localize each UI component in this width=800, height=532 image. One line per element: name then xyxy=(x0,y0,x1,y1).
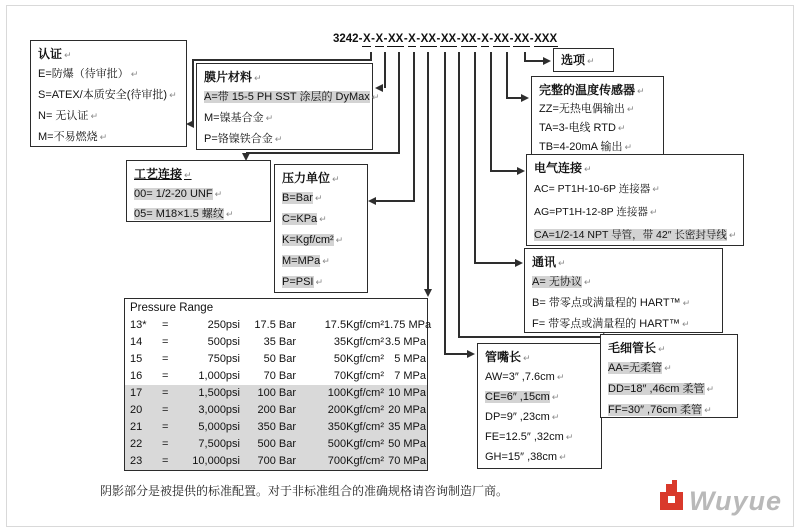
pressure-table-cell: 5,000psi xyxy=(198,421,240,433)
arrowhead xyxy=(186,120,194,128)
pressure-table-cell: 35 Bar xyxy=(263,336,296,348)
box-capillary-length xyxy=(600,334,738,418)
pressure-table-cell: 50 MPa xyxy=(388,438,426,450)
arrowhead xyxy=(543,57,551,65)
pressure-table-cell: = xyxy=(162,319,169,331)
connector-line xyxy=(444,353,468,355)
box-title: 电气连接 ↵ xyxy=(534,161,592,175)
option-item: CA=1/2-14 NPT 导管，带 42″ 长密封导线 ↵ xyxy=(534,229,737,241)
arrowhead xyxy=(521,94,529,102)
arrowhead xyxy=(424,289,432,297)
option-item: TB=4-20mA 输出 ↵ xyxy=(539,141,632,153)
pressure-table-row xyxy=(125,402,427,419)
option-item: AG=PT1H-12-8P 连接器 ↵ xyxy=(534,206,658,218)
pressure-table-cell: 20 MPa xyxy=(388,404,426,416)
option-item: N= 无认证 ↵ xyxy=(38,110,98,122)
option-item: ZZ=无热电偶输出 ↵ xyxy=(539,103,635,115)
pressure-table-cell: = xyxy=(162,336,169,348)
pressure-table-cell: 5 MPa xyxy=(394,353,426,365)
pressure-table-cell: 15 xyxy=(130,353,143,365)
pressure-table-cell: 70 Bar xyxy=(263,370,296,382)
option-item: S=ATEX/本质安全(待审批) ↵ xyxy=(38,89,177,101)
pressure-table-row xyxy=(125,436,427,453)
pressure-table-cell: = xyxy=(162,387,169,399)
connector-line xyxy=(398,52,400,154)
pressure-table-cell: 50 Bar xyxy=(263,353,296,365)
pressure-table-cell: = xyxy=(162,404,169,416)
box-title: 选项 ↵ xyxy=(561,53,595,67)
option-item: 00= 1/2-20 UNF ↵ xyxy=(134,188,223,200)
arrowhead xyxy=(375,84,383,92)
option-item: K=Kgf/cm² ↵ xyxy=(282,234,344,246)
pressure-table-cell: 200 Bar xyxy=(257,404,296,416)
pressure-table-cell: 22 xyxy=(130,438,143,450)
pressure-table-cell: 500psi xyxy=(207,336,240,348)
pressure-table-row xyxy=(125,385,427,402)
box-title: 认证 ↵ xyxy=(38,47,72,61)
pressure-table-cell: 200Kgf/cm² xyxy=(327,404,384,416)
option-item: AC= PT1H-10-6P 连接器 ↵ xyxy=(534,183,660,195)
option-item: M=MPa ↵ xyxy=(282,255,330,267)
option-item: TA=3-电线 RTD ↵ xyxy=(539,122,626,134)
box-diaphragm-material xyxy=(196,63,380,150)
connector-line xyxy=(506,52,508,99)
box-nozzle-length xyxy=(477,343,602,469)
pressure-table-row xyxy=(125,453,427,470)
pressure-table-cell: 1,500psi xyxy=(198,387,240,399)
option-item: FE=12.5″ ,32cm ↵ xyxy=(485,431,574,443)
connector-line xyxy=(490,170,520,172)
connector-line xyxy=(474,262,518,264)
pressure-range-rows xyxy=(125,317,432,470)
option-item: DP=9″ ,23cm ↵ xyxy=(485,411,560,423)
option-item: A=带 15-5 PH SST 涂层的 DyMax ↵ xyxy=(204,91,380,103)
pressure-table-row xyxy=(125,317,432,334)
box-title: 毛细管长 ↵ xyxy=(608,341,666,355)
pressure-table-row xyxy=(125,419,427,436)
option-item: E=防爆（待审批） ↵ xyxy=(38,68,139,80)
pressure-table-cell: 100Kgf/cm² xyxy=(327,387,384,399)
pressure-table-cell: = xyxy=(162,370,169,382)
pressure-table-cell: 23 xyxy=(130,455,143,467)
option-item: P=铬镍铁合金 ↵ xyxy=(204,133,283,145)
pressure-table-cell: 1,000psi xyxy=(198,370,240,382)
pressure-table-cell: 750psi xyxy=(207,353,240,365)
pressure-table-cell: 17.5Kgf/cm² xyxy=(324,319,384,331)
pressure-table-cell: 350 Bar xyxy=(257,421,296,433)
pressure-table-cell: 350Kgf/cm² xyxy=(327,421,384,433)
pressure-table-cell: 1.75 MPa xyxy=(384,319,432,331)
pressure-table-cell: 7,500psi xyxy=(198,438,240,450)
option-item: C=KPa ↵ xyxy=(282,213,327,225)
pressure-table-cell: 10 MPa xyxy=(388,387,426,399)
pressure-table-cell: 3,000psi xyxy=(198,404,240,416)
option-item: F= 带零点或满量程的 HART™ ↵ xyxy=(532,318,690,330)
pressure-table-cell: 13* xyxy=(130,319,147,331)
pressure-table-cell: 3.5 MPa xyxy=(385,336,426,348)
option-item: M=不易燃烧 ↵ xyxy=(38,131,108,143)
option-item: M=镍基合金 ↵ xyxy=(204,112,274,124)
connector-line xyxy=(490,52,492,172)
pressure-table-cell: 10,000psi xyxy=(192,455,240,467)
pressure-table-cell: 21 xyxy=(130,421,143,433)
connector-line xyxy=(413,52,415,202)
arrowhead xyxy=(467,350,475,358)
box-title: 膜片材料 ↵ xyxy=(204,70,262,84)
pressure-range-table xyxy=(124,298,432,471)
connector-line xyxy=(192,59,372,61)
option-item: B=Bar ↵ xyxy=(282,192,323,204)
pressure-table-cell: 35Kgf/cm² xyxy=(333,336,384,348)
wuyue-logo-icon xyxy=(658,480,685,516)
pressure-table-cell: 250psi xyxy=(207,319,240,331)
pressure-table-cell: 7 MPa xyxy=(394,370,426,382)
option-item: P=PSI ↵ xyxy=(282,276,324,288)
connector-line xyxy=(192,59,194,124)
connector-line xyxy=(458,52,460,338)
pressure-table-cell: 17.5 Bar xyxy=(254,319,296,331)
arrowhead xyxy=(517,167,525,175)
pressure-table-cell: = xyxy=(162,455,169,467)
pressure-table-cell: 700Kgf/cm² xyxy=(327,455,384,467)
option-item: DD=18″ ,46cm 柔管 ↵ xyxy=(608,383,715,395)
box-electrical-connection xyxy=(526,154,744,246)
pressure-table-row xyxy=(125,351,427,368)
box-process-connection xyxy=(126,160,271,222)
box-communication xyxy=(524,248,723,333)
option-item: CE=6″ ,15cm ↵ xyxy=(485,391,560,403)
pressure-table-cell: 700 Bar xyxy=(257,455,296,467)
pressure-range-title: Pressure Range xyxy=(130,302,214,314)
option-item: GH=15″ ,38cm ↵ xyxy=(485,451,567,463)
pressure-table-row xyxy=(125,334,427,351)
pressure-table-cell: = xyxy=(162,353,169,365)
box-pressure-unit xyxy=(274,164,368,293)
connector-line xyxy=(444,52,446,355)
box-title: 完整的温度传感器 ↵ xyxy=(539,83,645,97)
arrowhead xyxy=(515,259,523,267)
option-item: FF=30″ ,76cm 柔管 ↵ xyxy=(608,404,712,416)
option-item: A= 无协议 ↵ xyxy=(532,276,592,288)
connector-line xyxy=(384,52,386,88)
pressure-table-cell: 17 xyxy=(130,387,143,399)
pressure-table-cell: = xyxy=(162,421,169,433)
pressure-table-cell: 50Kgf/cm² xyxy=(333,353,384,365)
connector-line xyxy=(458,336,606,338)
option-item: 05= M18×1.5 螺纹 ↵ xyxy=(134,208,234,220)
wuyue-logo xyxy=(658,480,782,516)
pressure-table-cell: 14 xyxy=(130,336,143,348)
box-temperature-sensor xyxy=(531,76,664,155)
box-certification xyxy=(30,40,187,147)
connector-line xyxy=(474,52,476,264)
pressure-table-cell: 16 xyxy=(130,370,143,382)
pressure-table-cell: 100 Bar xyxy=(257,387,296,399)
option-item: AW=3″ ,7.6cm ↵ xyxy=(485,371,565,383)
box-title: 压力单位 ↵ xyxy=(282,171,340,185)
pressure-table-cell: 20 xyxy=(130,404,143,416)
pressure-table-cell: 70Kgf/cm² xyxy=(333,370,384,382)
box-title: 通讯 ↵ xyxy=(532,255,566,269)
option-item: AA=无柔管 ↵ xyxy=(608,362,672,374)
arrowhead xyxy=(368,197,376,205)
pressure-table-cell: 500Kgf/cm² xyxy=(327,438,384,450)
option-item: B= 带零点或满量程的 HART™ ↵ xyxy=(532,297,691,309)
pressure-table-cell: = xyxy=(162,438,169,450)
pressure-table-cell: 500 Bar xyxy=(257,438,296,450)
box-title: 工艺连接 ↵ xyxy=(134,167,192,181)
connector-line xyxy=(427,52,429,290)
pressure-table-cell: 35 MPa xyxy=(388,421,426,433)
pressure-table-cell: 70 MPa xyxy=(388,455,426,467)
pressure-table-row xyxy=(125,368,427,385)
connector-line xyxy=(246,152,400,154)
box-title: 管嘴长 ↵ xyxy=(485,350,531,364)
wuyue-logo-text: Wuyue xyxy=(689,486,783,516)
connector-line xyxy=(372,200,415,202)
footer-note: 阴影部分是被提供的标准配置。对于非标准组合的准确规格请咨询制造厂商。 xyxy=(100,484,509,498)
box-options xyxy=(553,48,614,72)
model-number: 3242-X-X-XX-X-XX-XX-XX-X-XX-XX-XXX xyxy=(333,33,558,45)
